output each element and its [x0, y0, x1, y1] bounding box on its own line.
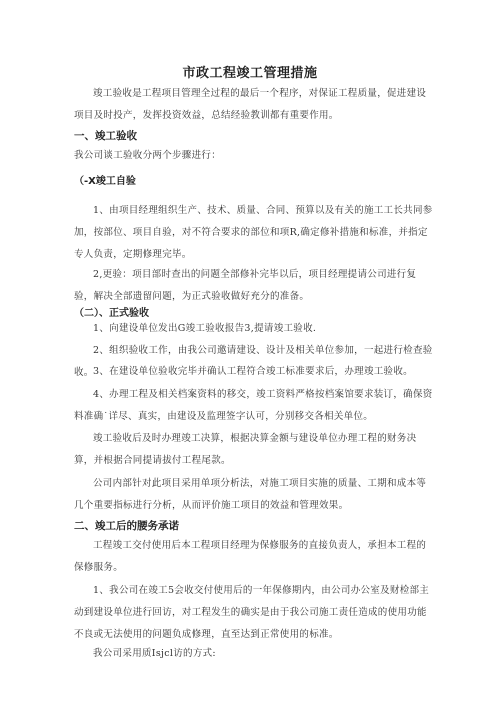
formal-acceptance-item-3: 3、在建设单位验收完毕并确认工程符合竣工标准要求后，办理竣工验收。	[93, 366, 413, 377]
formal-acceptance-item-1: 1、向建设单位发出G竣工验收报告3,提请竣工验收.	[93, 323, 317, 334]
subsection-heading-formal-acceptance: （二）、正式验收	[74, 308, 149, 319]
self-check-paragraph-1: 1、由项目经理组织生产、技术、质量、合同、预算以及有关的施工工长共同参加，按部位、项目自验，对不符合要求的部位和项R,确定修补措施和标准，并指定专人负责，定期修理完毕。	[74, 205, 433, 260]
intro-paragraph: 竣工验收是工程项目管理全过程的最后一个程序，对保证工程质量，促进建设项目及时投产，发挥投资效益，总结经验教训都有重要作用。	[74, 88, 427, 121]
document-title: 市政工程竣工管理措施	[182, 66, 318, 81]
subsection-heading-self-check: （-X竣工自验	[74, 176, 136, 187]
warranty-method-paragraph: 我公司采用质Isjcl访的方式:	[93, 648, 216, 659]
section-heading-warranty: 二、竣工后的腰务承诺	[74, 520, 179, 532]
formal-acceptance-item-4: 4、办理工程及相关档案资料的移交，竣工资料严格按档案馆要求装订，确保资料准确˙详尽、真实，由建设及监理签字认可，分别移交各相关单位。	[74, 389, 433, 422]
warranty-intro-paragraph: 工程竣工交付使用后本工程项目经理为保修服务的直接负责人，承担本工程的保修服务。	[74, 540, 427, 573]
section-heading-acceptance: 一、竣工验收	[74, 130, 137, 142]
final-account-paragraph: 竣工验收后及时办理竣工决算，根据决算金额与建设单位办理工程的财务决算，并根据合同提请拔付工程尾款。	[74, 433, 417, 466]
self-check-paragraph-2: 2,更验：项目部时查出的问题全部修补完毕以后，项目经理提请公司进行复验，解决全部遗留问题，为正式验收做好充分的准备。	[74, 269, 417, 302]
formal-acceptance-item-2: 2、组织验收工作，由我公司邀请建设、设计及相关单位参加，一起进行检查验收。	[74, 345, 433, 378]
section1-lead: 我公司谈工验收分两个步骤进行：	[74, 150, 222, 161]
warranty-item-1: 1、我公司在竣工5会收交付使用后的一年保修期内，由公司办公室及财检部主动到建设单位进行回访，对工程发生的确实是由于我公司施工责任造成的使用功能不良或无法使用的问题负成修理，直至达到正常使用的标准。	[74, 585, 430, 640]
analysis-paragraph: 公司内部针对此项目采用单项分析法，对施工项目实施的质量、工期和成本等几个重要指标进行分析，从而评价施工项目的效益和管理效果。	[74, 478, 427, 511]
